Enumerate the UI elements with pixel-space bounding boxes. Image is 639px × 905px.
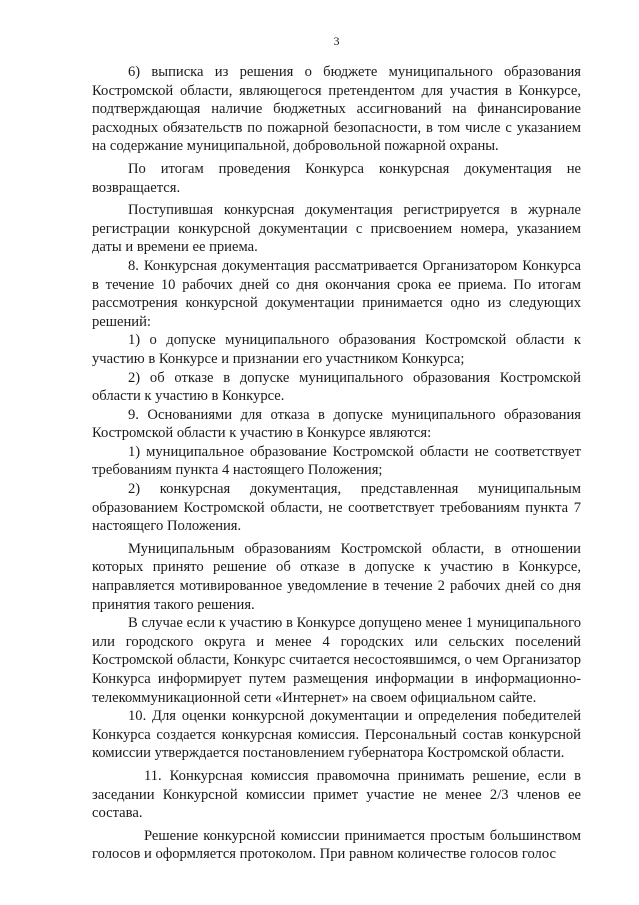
paragraph-refusal-notice: Муниципальным образованиям Костромской области, в отношении которых принято решение об отказе в допуске к участию в Конкурсе, направляется мотивированное уведомление в течение 2 рабочих дней со дня принятия такого решения. xyxy=(92,540,581,613)
page-number: 3 xyxy=(333,34,340,48)
paragraph-section-8: 8. Конкурсная документация рассматривается Организатором Конкурса в течение 10 рабочих дней со дня окончания срока ее приема. По итогам рассмотрения конкурсной документации принимается одно из следующих решений: xyxy=(92,257,581,330)
paragraph-decision-admit: 1) о допуске муниципального образования Костромской области к участию в Конкурсе и признании его участником Конкурса; xyxy=(92,332,581,367)
paragraph-voting: Решение конкурсной комиссии принимается простым большинством голосов и оформляется протоколом. При равном количестве голосов голос xyxy=(92,827,581,863)
paragraph-reason-1: 1) муниципальное образование Костромской области не соответствует требованиям пункта 4 настоящего Положения; xyxy=(92,443,581,479)
paragraph-section-10: 10. Для оценки конкурсной документации и определения победителей Конкурса создается конкурсная комиссия. Персональный состав конкурсной комиссии утверждается постановлением губернатора Костромской области. xyxy=(92,708,581,762)
paragraph-decision-refuse: 2) об отказе в допуске муниципального образования Костромской области к участию в Конкурсе. xyxy=(92,369,581,405)
paragraph-contest-failed: В случае если к участию в Конкурсе допущено менее 1 муниципального или городского округа и менее 4 городских или сельских поселений Костромской области, Конкурс считается несостоявшимся, о чем Организатор Конкурса информирует путем размещения информации в информационно-телекоммуникационной сети «Интернет» на своем официальном сайте. xyxy=(92,615,581,706)
paragraph-item-6-budget-extract: 6) выписка из решения о бюджете муниципального образования Костромской области, являющегося претендентом для участия в Конкурсе, подтверждающая наличие бюджетных ассигнований на финансирование расходных обязательств по пожарной безопасности, в том числе с указанием на содержание муниципальной, добровольной пожарной охраны. xyxy=(92,64,581,155)
paragraph-reason-2: 2) конкурсная документация, представленная муниципальным образованием Костромской области, не соответствует требованиям пункта 7 настоящего Положения. xyxy=(92,481,581,535)
paragraph-documents-not-returned: По итогам проведения Конкурса конкурсная документация не возвращается. xyxy=(92,160,581,196)
paragraph-section-9: 9. Основаниями для отказа в допуске муниципального образования Костромской области к участию в Конкурсе являются: xyxy=(92,406,581,442)
paragraph-registration: Поступившая конкурсная документация регистрируется в журнале регистрации конкурсной документации с присвоением номера, указанием даты и времени ее приема. xyxy=(92,202,581,256)
paragraph-section-11: 11. Конкурсная комиссия правомочна принимать решение, если в заседании Конкурсной комиссии примет участие не менее 2/3 членов ее состава. xyxy=(92,767,581,822)
